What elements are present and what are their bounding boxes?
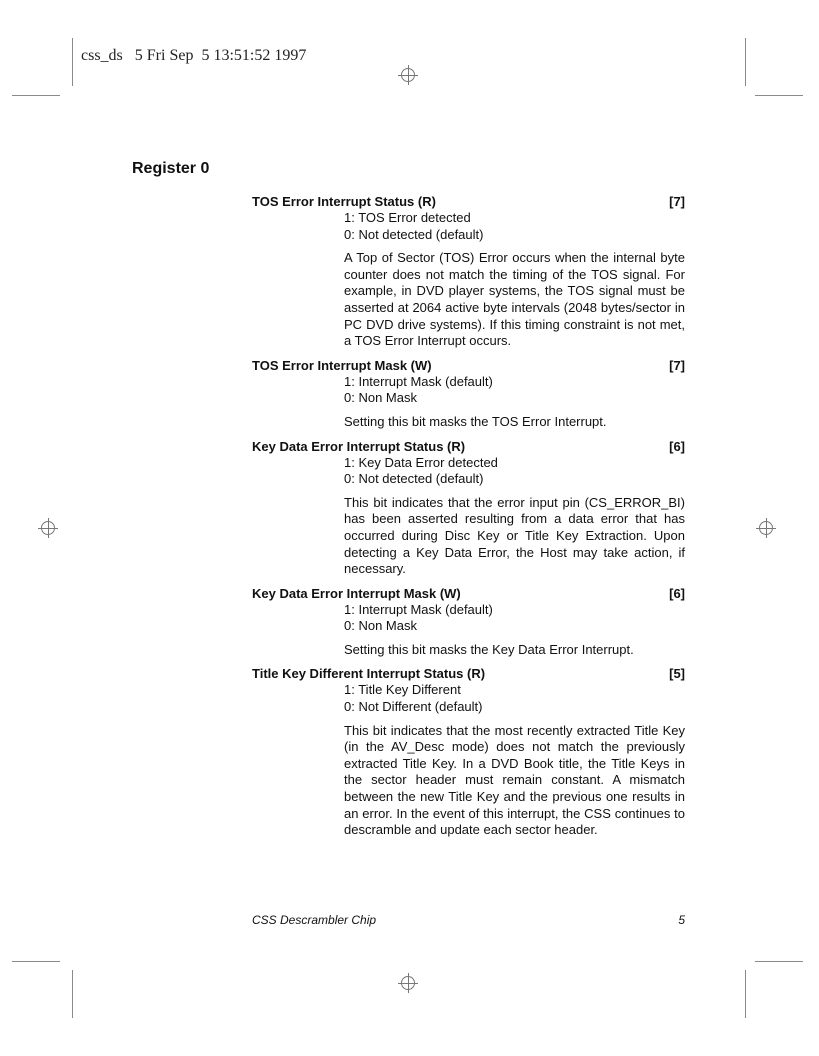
field-title: Key Data Error Interrupt Status (R): [252, 438, 466, 454]
registration-mark-icon: [398, 65, 418, 85]
registration-mark-icon: [398, 973, 418, 993]
field-entry: [252, 439, 685, 578]
field-description: Setting this bit masks the Key Data Error Interrupt.: [344, 641, 634, 657]
field-values: [344, 210, 685, 243]
field-body: [344, 374, 685, 431]
field-value: 1: Interrupt Mask (default): [344, 601, 493, 617]
field-entry: [252, 194, 685, 350]
field-bit: [5]: [669, 666, 685, 682]
field-title: Title Key Different Interrupt Status (R): [252, 666, 486, 682]
field-values: [344, 374, 685, 407]
crop-mark: [12, 961, 60, 962]
field-description: Setting this bit masks the TOS Error Interrupt.: [344, 413, 607, 429]
field-bit: [6]: [669, 438, 685, 454]
field-title: TOS Error Interrupt Status (R): [252, 194, 436, 209]
crop-mark: [755, 95, 803, 96]
field-bit: [7]: [669, 357, 685, 373]
footer-page-number: 5: [678, 913, 685, 927]
field-body: [344, 210, 685, 350]
field-value: 0: Not Different (default): [344, 699, 483, 715]
field-value: 0: Not detected (default): [344, 471, 484, 487]
page-footer: [252, 913, 685, 927]
field-title: TOS Error Interrupt Mask (W): [252, 357, 432, 373]
crop-mark: [12, 95, 60, 96]
field-values: [344, 455, 685, 488]
field-value: 0: Not detected (default): [344, 226, 484, 242]
field-value: 0: Non Mask: [344, 390, 417, 406]
footer-doc-title: CSS Descrambler Chip: [252, 913, 377, 927]
crop-mark: [72, 970, 73, 1018]
field-header: [252, 439, 685, 455]
field-header: [252, 358, 685, 374]
field-header: [252, 194, 685, 210]
field-title: Key Data Error Interrupt Mask (W): [252, 585, 461, 601]
field-description: This bit indicates that the error input pin (CS_ERROR_BI) has been asserted resulting from a data error that has occurred during Disc Key or Title Key Extraction. Upon detecting a Key Data Error, the Host may take action, if necessary.: [344, 494, 685, 577]
field-entry: [252, 666, 685, 838]
field-values: [344, 602, 685, 635]
field-value: 1: Title Key Different: [344, 682, 461, 698]
field-entry: [252, 358, 685, 431]
field-description: A Top of Sector (TOS) Error occurs when the internal byte counter does not match the timing of the TOS signal. For example, in DVD player systems, the TOS signal must be asserted at 2064 active byte intervals (2048 bytes/sector in PC DVD drive systems). If this timing constraint is not met, a TOS Error Interrupt occurs.: [344, 250, 685, 349]
crop-mark: [745, 970, 746, 1018]
field-value: 1: Key Data Error detected: [344, 454, 498, 470]
field-value: 1: TOS Error detected: [344, 210, 471, 225]
field-values: [344, 682, 685, 715]
field-header: [252, 666, 685, 682]
field-value: 1: Interrupt Mask (default): [344, 373, 493, 389]
field-value: 0: Non Mask: [344, 618, 417, 634]
crop-mark: [755, 961, 803, 962]
field-body: [344, 455, 685, 578]
field-entry: [252, 586, 685, 659]
register-field-list: [252, 194, 685, 847]
field-header: [252, 586, 685, 602]
registration-mark-icon: [38, 518, 58, 538]
print-header: css_ds 5 Fri Sep 5 13:51:52 1997: [81, 47, 307, 64]
field-description: This bit indicates that the most recently extracted Title Key (in the AV_Desc mode) does not match the previously extracted Title Key. In a DVD Book title, the Title Keys in the sector header must remain constant. A mismatch between the new Title Key and the previous one results in an error. In the event of this interrupt, the CSS continues to descramble and update each sector header.: [344, 722, 685, 838]
field-bit: [7]: [669, 194, 685, 209]
crop-mark: [72, 38, 73, 86]
field-bit: [6]: [669, 585, 685, 601]
crop-mark: [745, 38, 746, 86]
field-body: [344, 602, 685, 659]
section-title: Register 0: [132, 160, 210, 177]
registration-mark-icon: [756, 518, 776, 538]
field-body: [344, 682, 685, 838]
